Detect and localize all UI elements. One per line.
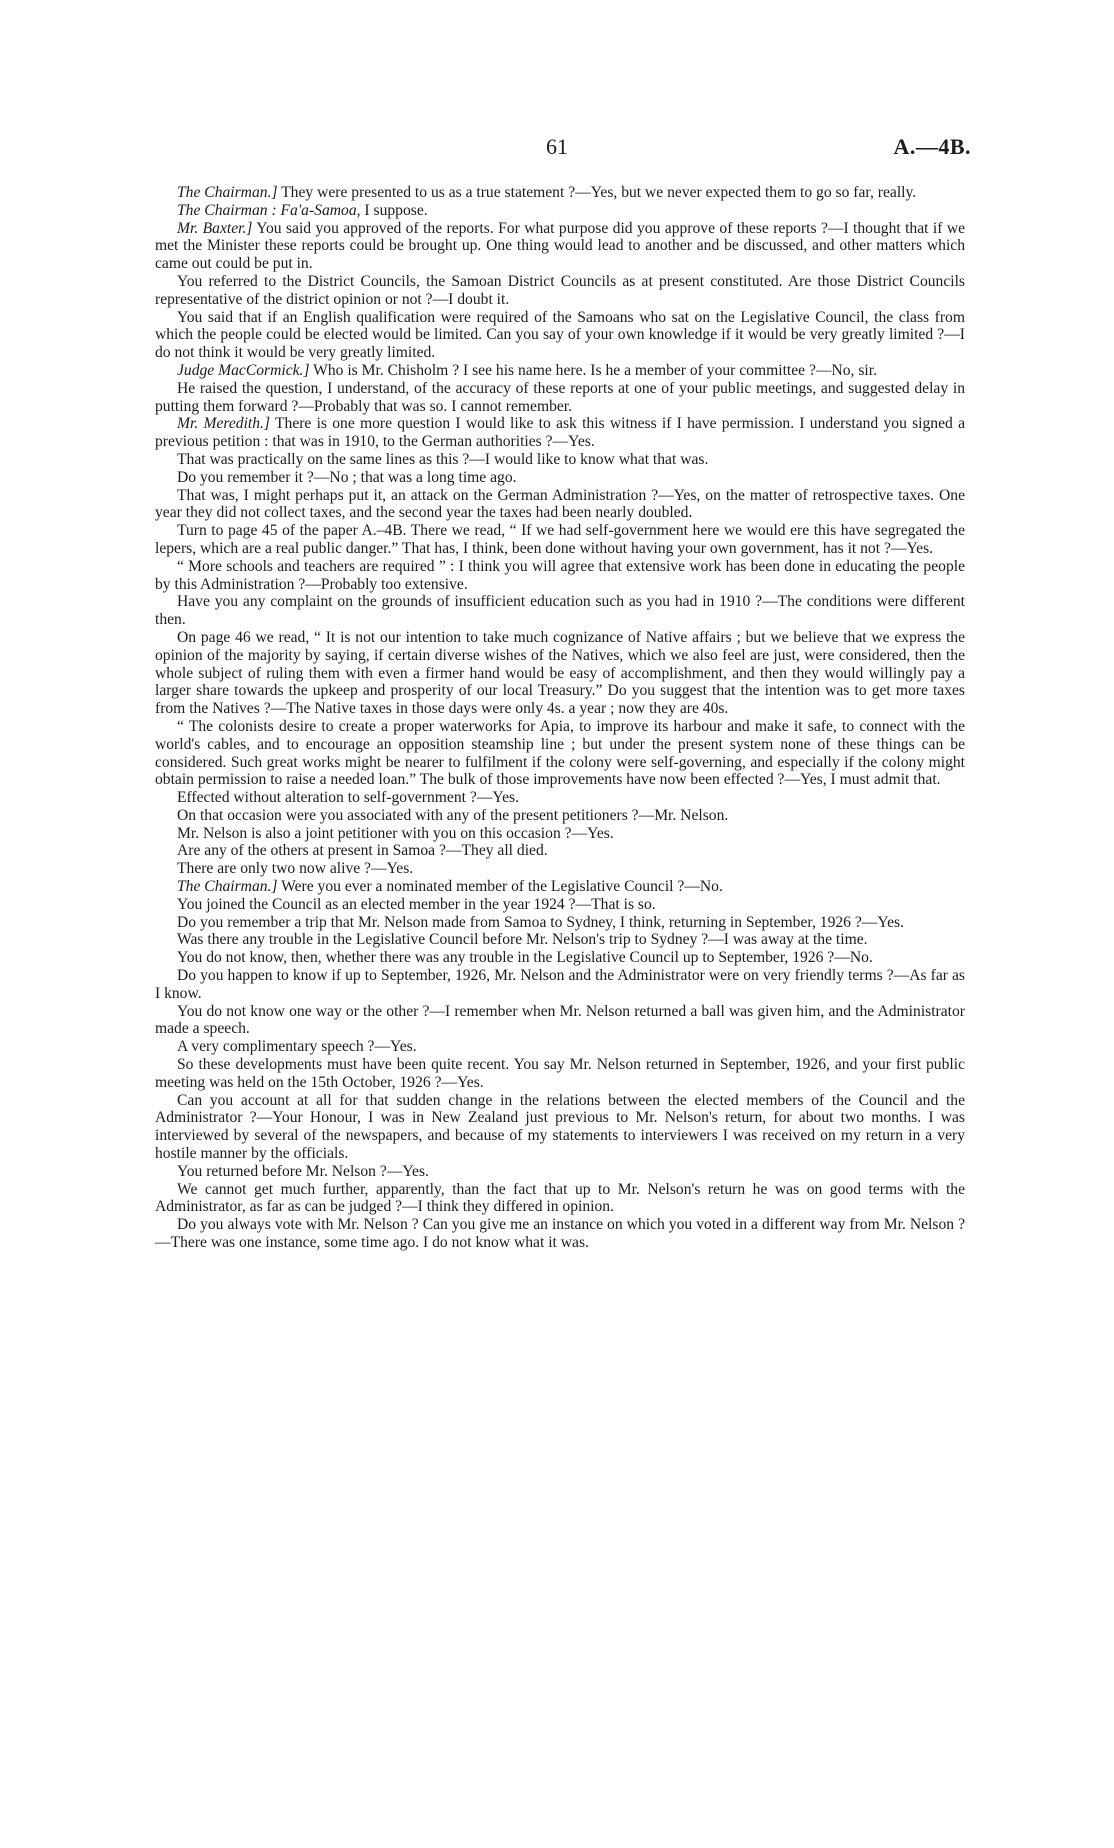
paragraph: Are any of the others at present in Samoa ?—They all died. <box>177 842 548 860</box>
speaker-label: Judge MacCormick.] <box>177 361 310 379</box>
paragraph: Do you remember a trip that Mr. Nelson made from Samoa to Sydney, I think, returning in September, 1926 ?—Yes. <box>177 913 904 931</box>
paragraph: That was, I might perhaps put it, an attack on the German Administration ?—Yes, on the matter of retrospective taxes. One year they did not collect taxes, and the second year the taxes had been nearly doubled. <box>155 486 965 522</box>
paragraph: On that occasion were you associated with any of the present petitioners ?—Mr. Nelson. <box>177 806 729 824</box>
paragraph: You do not know, then, whether there was any trouble in the Legislative Council up to September, 1926 ?—No. <box>177 949 873 967</box>
paragraph: You joined the Council as an elected member in the year 1924 ?—That is so. <box>177 895 656 913</box>
paragraph: We cannot get much further, apparently, than the fact that up to Mr. Nelson's return he was on good terms with the Administrator, as far as can be judged ?—I think they differed in opinion. <box>155 1180 965 1216</box>
paragraph: Mr. Meredith.] There is one more question I would like to ask this witness if I have permission. I understand you signed a previous petition : that was in 1910, to the German authorities ?—Yes. <box>155 415 965 451</box>
paragraph: Can you account at all for that sudden change in the relations between the elected members of the Council and the Administrator ?—Your Honour, I was in New Zealand just previous to Mr. Nelson's return, for about two months. I was interviewed by several of the newspapers, and because of my statements to interviewers I was received on my return in a very hostile manner by the officials. <box>155 1091 965 1163</box>
paragraph: Have you any complaint on the grounds of insufficient education such as you had in 1910 ?—The conditions were different then. <box>155 593 965 629</box>
paragraph: You referred to the District Councils, the Samoan District Councils as at present constituted. Are those District Councils representative of the district opinion or not ?—I doubt it. <box>155 272 965 308</box>
paragraph: That was practically on the same lines as this ?—I would like to know what that was. <box>177 450 709 468</box>
paragraph: On page 46 we read, “ It is not our intention to take much cognizance of Native affairs ; but we believe that we express the opinion of the majority by saying, if certain diverse wishes of the Natives, which we also feel are just, were considered, then the whole subject of ruling them with even a firmer hand would be easy of accomplishment, and then they would willingly pay a larger share towards the upkeep and prosperity of our local Treasury.” Do you suggest that the intention was to get more taxes from the Natives ?—The Native taxes in those days were only 4s. a year ; now they are 40s. <box>155 628 965 718</box>
speaker-label: The Chairman.] <box>177 878 278 896</box>
paragraph: You do not know one way or the other ?—I remember when Mr. Nelson returned a ball was given him, and the Administrator made a speech. <box>155 1002 965 1038</box>
paragraph: Judge MacCormick.] Who is Mr. Chisholm ? I see his name here. Is he a member of your committee ?—No, sir. <box>177 361 877 379</box>
paragraph: There are only two now alive ?—Yes. <box>177 860 414 878</box>
paragraph: The Chairman.] Were you ever a nominated member of the Legislative Council ?—No. <box>177 878 723 896</box>
paragraph: You returned before Mr. Nelson ?—Yes. <box>177 1162 429 1180</box>
paragraph: Effected without alteration to self-government ?—Yes. <box>177 789 519 807</box>
transcript-body <box>155 184 965 1252</box>
paragraph: Do you remember it ?—No ; that was a long time ago. <box>177 468 517 486</box>
speaker-label: Mr. Baxter.] <box>177 219 253 237</box>
speaker-label: The Chairman.] <box>177 184 278 201</box>
paragraph: Do you happen to know if up to September, 1926, Mr. Nelson and the Administrator were on very friendly terms ?—As far as I know. <box>155 967 965 1002</box>
paragraph: He raised the question, I understand, of the accuracy of these reports at one of your public meetings, and suggested delay in putting them forward ?—Probably that was so. I cannot remember. <box>155 379 965 415</box>
paragraph: Do you always vote with Mr. Nelson ? Can you give me an instance on which you voted in a different way from Mr. Nelson ?—There was one instance, some time ago. I do not know what it was. <box>155 1216 965 1252</box>
speaker-label: Mr. Meredith.] <box>177 415 271 433</box>
paragraph: A very complimentary speech ?—Yes. <box>177 1038 417 1056</box>
paragraph: “ More schools and teachers are required ” : I think you will agree that extensive work has been done in educating the people by this Administration ?—Probably too extensive. <box>155 557 965 593</box>
paragraph: The Chairman.] They were presented to us as a true statement ?—Yes, but we never expected them to go so far, really. <box>177 184 917 201</box>
paragraph: So these developments must have been quite recent. You say Mr. Nelson returned in September, 1926, and your first public meeting was held on the 15th October, 1926 ?—Yes. <box>155 1056 965 1091</box>
paragraph: The Chairman : Fa'a-Samoa, I suppose. <box>177 201 428 219</box>
paragraph: Was there any trouble in the Legislative Council before Mr. Nelson's trip to Sydney ?—I was away at the time. <box>177 931 868 949</box>
document-reference: A.—4B. <box>893 134 971 159</box>
paragraph: Mr. Nelson is also a joint petitioner with you on this occasion ?—Yes. <box>177 824 614 842</box>
paragraph: “ The colonists desire to create a proper waterworks for Apia, to improve its harbour and make it safe, to connect with the world's cables, and to encourage an opposition steamship line ; but under the present system none of these things can be considered. Such great works might be nearer to fulfilment if the colony were self-governing, and especially if the colony might obtain permission to raise a needed loan.” The bulk of those improvements have now been effected ?—Yes, I must admit that. <box>155 717 965 789</box>
page-number: 61 <box>546 134 568 159</box>
speaker-label: The Chairman : Fa'a-Samoa, <box>177 201 361 219</box>
paragraph: Turn to page 45 of the paper A.–4B. There we read, “ If we had self-government here we would ere this have segregated the lepers, which are a real public danger.” That has, I think, been done without having your own government, has it not ?—Yes. <box>155 522 965 557</box>
paragraph: You said that if an English qualification were required of the Samoans who sat on the Legislative Council, the class from which the people could be elected would be limited. Can you say of your own knowledge if it would be very greatly limited ?—I do not think it would be very greatly limited. <box>155 308 965 362</box>
paragraph: Mr. Baxter.] You said you approved of the reports. For what purpose did you approve of these reports ?—I thought that if we met the Minister these reports could be brought up. One thing would lead to another and be discussed, and other matters which came out could be put in. <box>155 219 965 273</box>
